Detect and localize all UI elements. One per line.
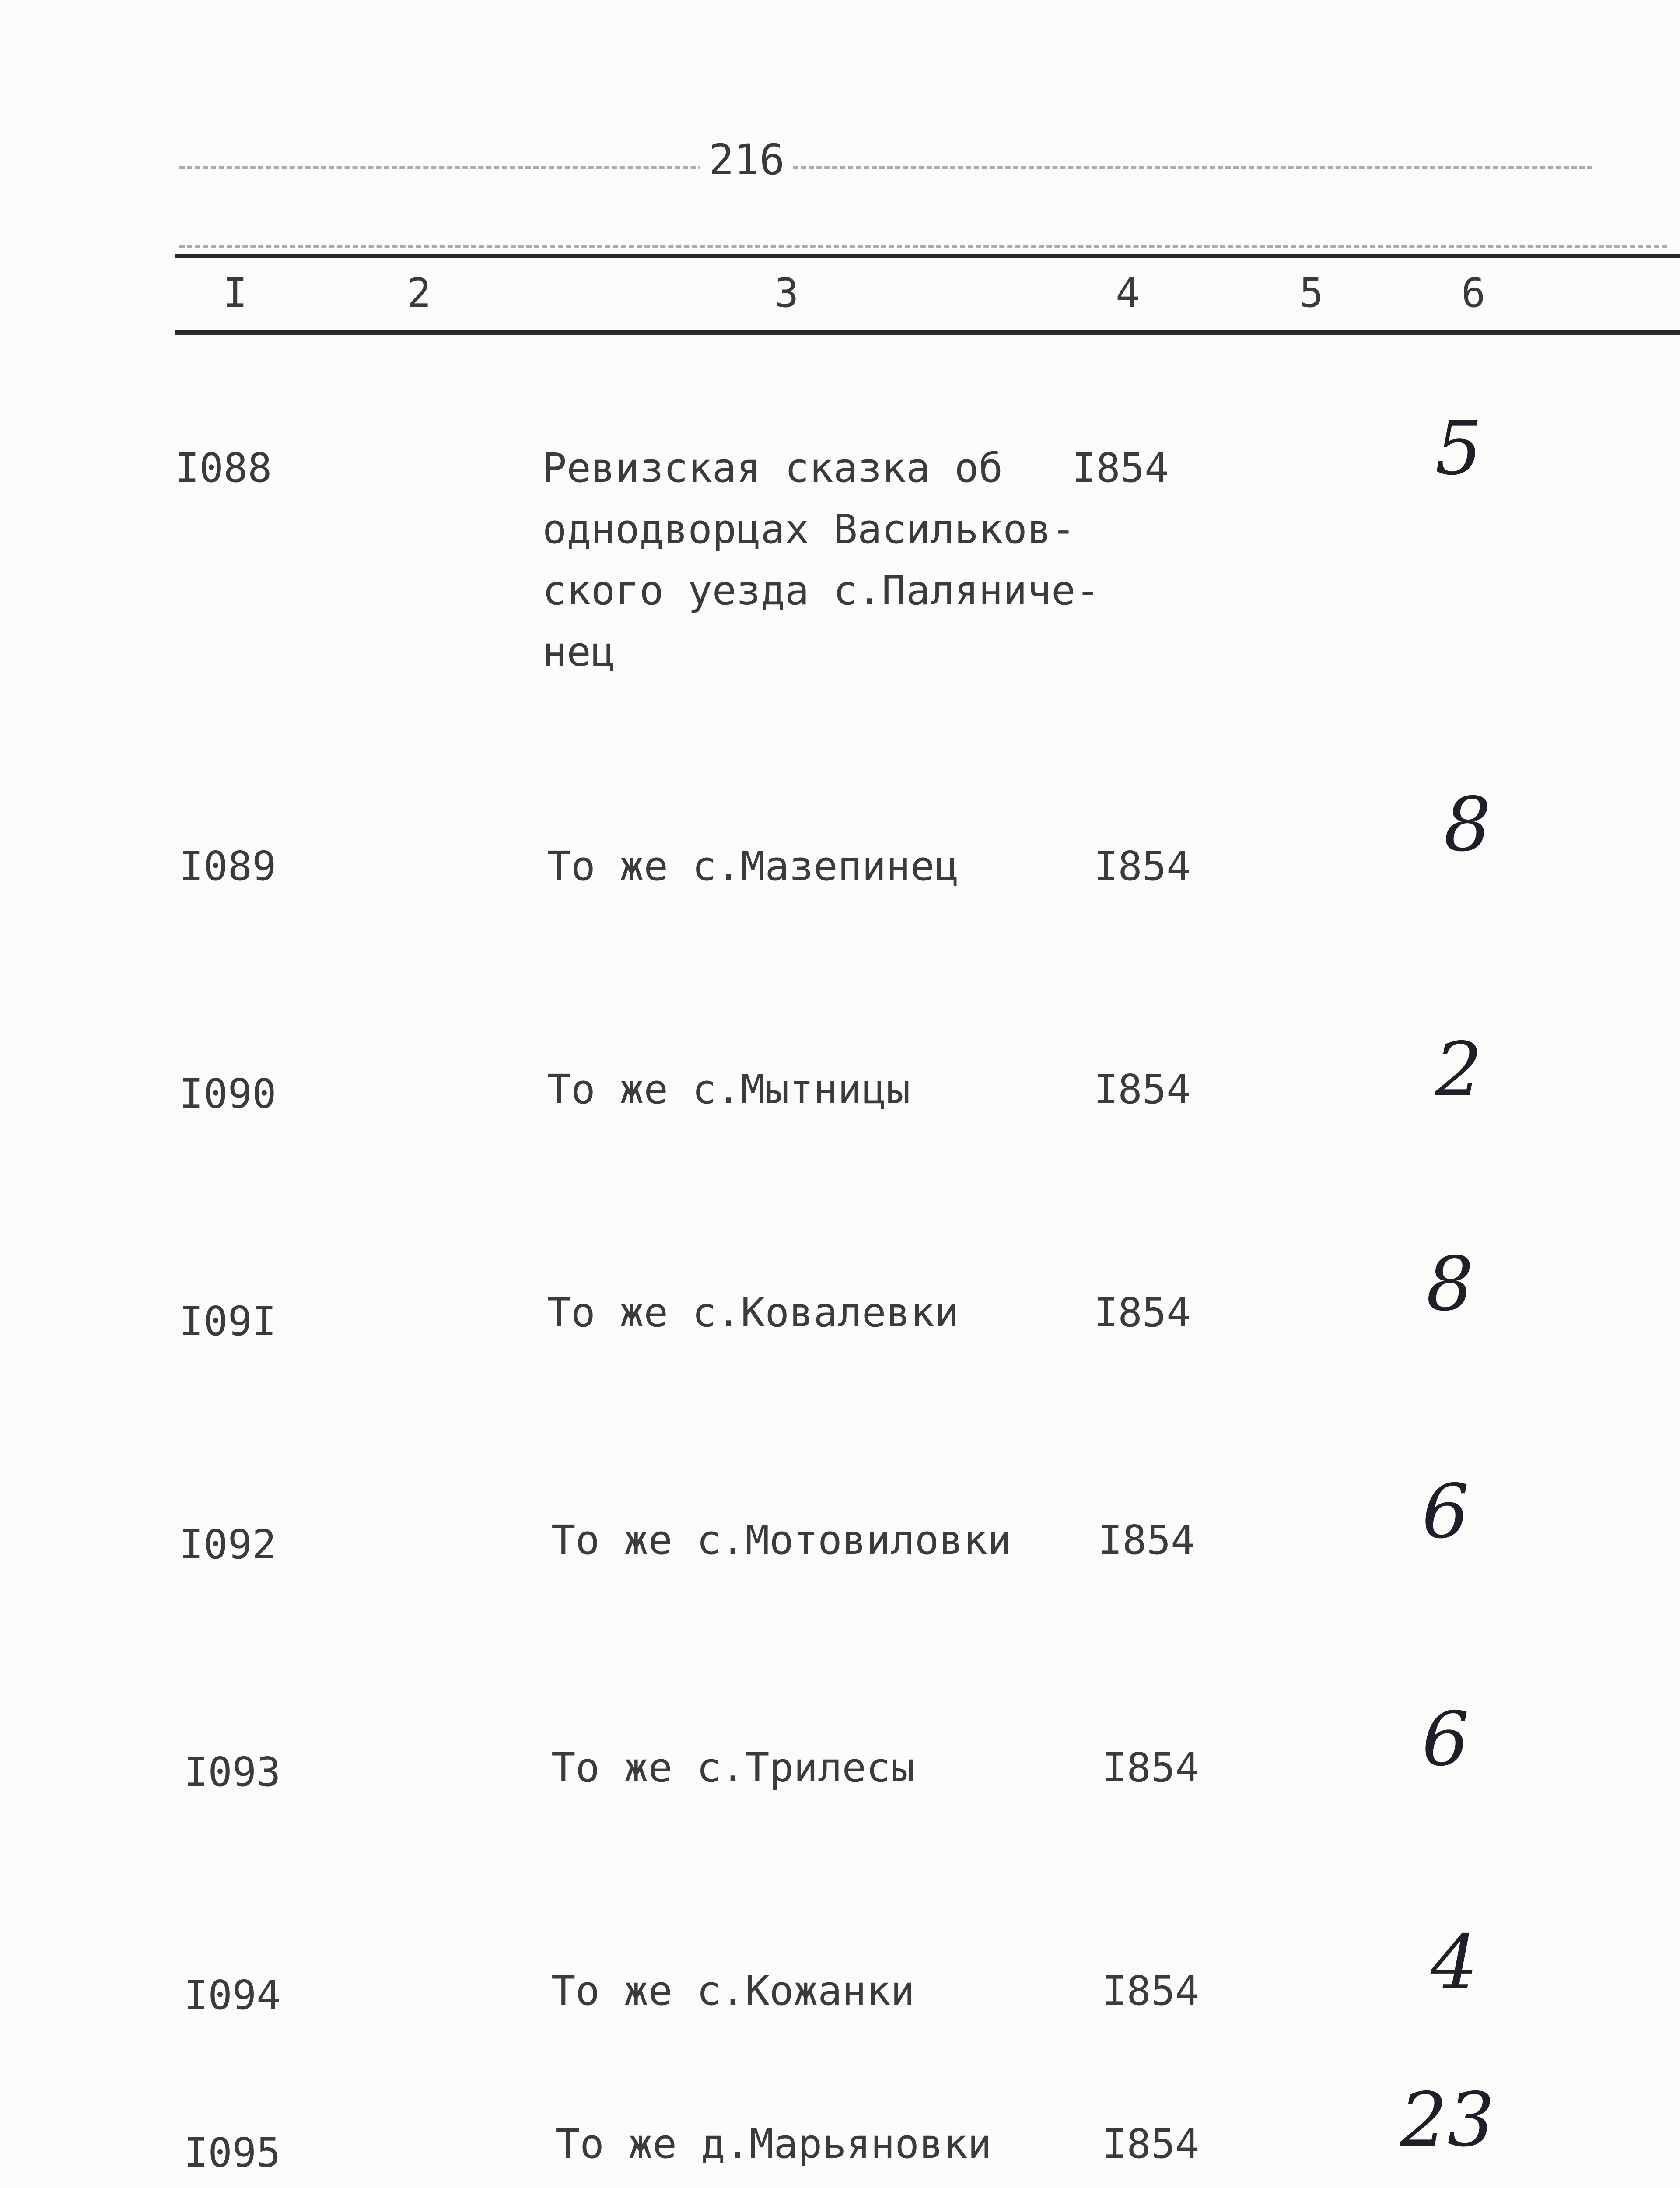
column-header-1: I [223, 270, 248, 316]
row-year: I854 [1094, 843, 1191, 890]
row-number: I095 [184, 2129, 281, 2176]
page-number: 216 [700, 136, 793, 184]
row-count: 8 [1426, 1241, 1474, 1328]
column-header-2: 2 [407, 270, 431, 316]
row-count: 5 [1435, 405, 1483, 492]
row-title-line: То же с.Мазепинец [547, 843, 959, 890]
column-header-5: 5 [1299, 270, 1324, 316]
header-dotted-line [179, 245, 1667, 248]
column-header-6: 6 [1461, 270, 1486, 316]
row-number: I092 [179, 1521, 276, 1568]
row-title-line: Ревизская сказка об [542, 445, 1003, 491]
row-year: I854 [1094, 1289, 1191, 1336]
row-title-line: То же с.Мытницы [547, 1066, 910, 1113]
row-number: I088 [175, 445, 272, 491]
row-count: 6 [1422, 1696, 1470, 1783]
row-title-line: То же с.Ковалевки [547, 1289, 959, 1336]
row-count: 6 [1422, 1469, 1470, 1555]
header-top-rule [175, 254, 1680, 258]
row-title-line: ского уезда с.Паляниче- [542, 567, 1100, 614]
row-year: I854 [1102, 1967, 1200, 2014]
row-title-line: однодворцах Васильков- [542, 506, 1076, 553]
row-number: I089 [179, 843, 276, 890]
row-title-line: То же с.Кожанки [551, 1967, 915, 2014]
row-title-line: То же с.Мотовиловки [551, 1517, 1012, 1564]
row-number: I094 [184, 1972, 281, 2019]
row-number: I09I [179, 1298, 276, 1345]
row-number: I090 [179, 1070, 276, 1117]
top-dotted-line [179, 166, 1592, 169]
row-count: 2 [1435, 1027, 1483, 1113]
row-count: 4 [1431, 1919, 1478, 2006]
row-number: I093 [184, 1749, 281, 1795]
row-year: I854 [1072, 445, 1169, 491]
column-header-4: 4 [1116, 270, 1140, 316]
row-year: I854 [1094, 1066, 1191, 1113]
row-count: 8 [1444, 782, 1491, 868]
row-title-line: То же с.Трилесы [551, 1744, 915, 1791]
row-year: I854 [1098, 1517, 1195, 1564]
row-title-line: То же д.Марьяновки [556, 2121, 992, 2167]
header-bottom-rule [175, 330, 1680, 335]
row-title-line: нец [542, 628, 616, 675]
row-year: I854 [1102, 2121, 1200, 2167]
column-header-3: 3 [774, 270, 799, 316]
row-year: I854 [1102, 1744, 1200, 1791]
row-count: 23 [1400, 2077, 1495, 2163]
